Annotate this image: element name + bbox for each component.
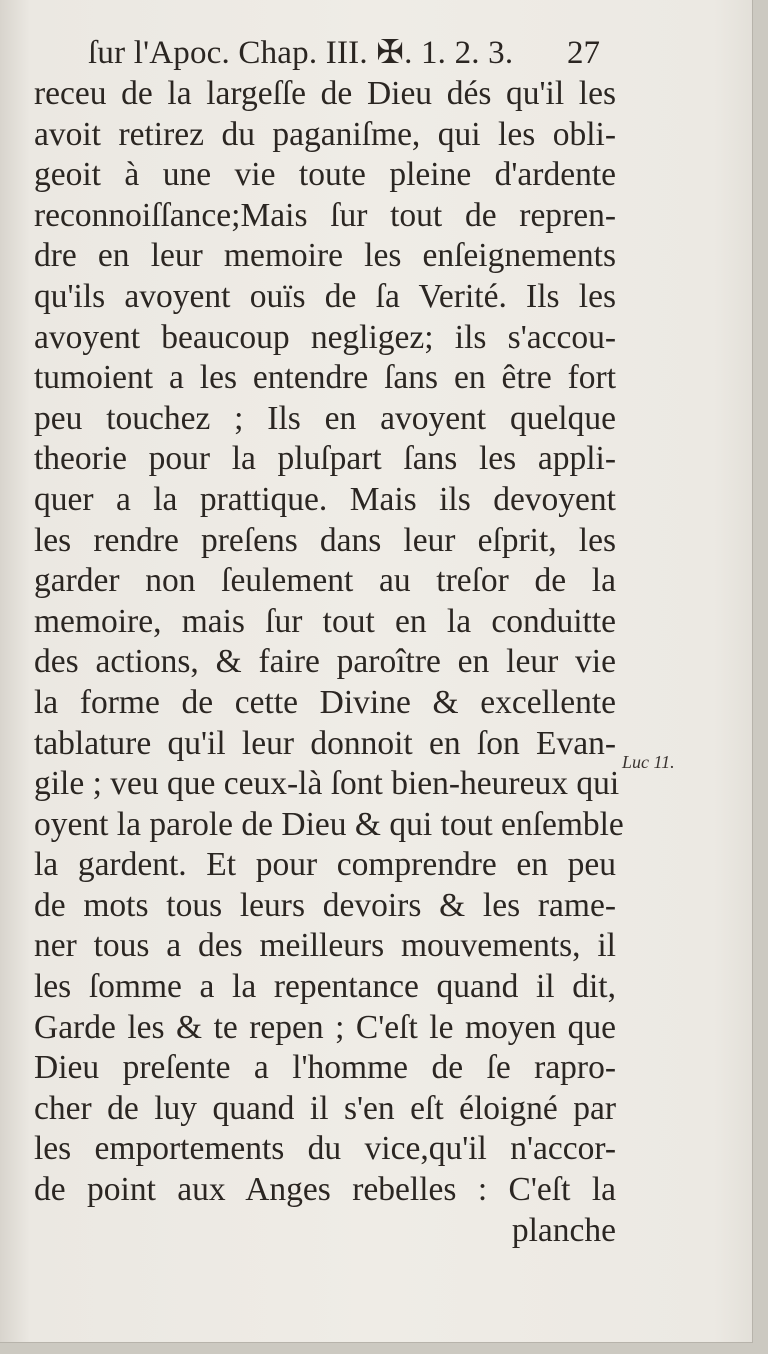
- text-line: Dieu preſente a l'homme de ſe rapro-: [34, 1049, 616, 1087]
- text-line: de point aux Anges rebelles : C'eſt la: [34, 1171, 616, 1209]
- text-line: cher de luy quand il s'en eſt éloigné par: [34, 1089, 616, 1127]
- text-line: la forme de cette Divine & excellente: [34, 683, 616, 721]
- text-line: Garde les & te repen ; C'eſt le moyen que: [34, 1008, 616, 1046]
- text-line: garder non ſeulement au treſor de la: [34, 562, 616, 600]
- margin-note: Luc 11.: [622, 752, 675, 772]
- page-number: 27: [567, 35, 600, 71]
- text-line: tablature qu'il leur donnoit en ſon Evan-: [34, 724, 616, 762]
- text-line: avoyent beaucoup negligez; ils s'accou-: [34, 318, 616, 356]
- text-line: oyent la parole de Dieu & qui tout enſemble: [34, 805, 624, 843]
- text-line: ner tous a des meilleurs mouvements, il: [34, 927, 616, 965]
- text-line: de mots tous leurs devoirs & les rame-: [34, 886, 616, 924]
- text-line: avoit retirez du paganiſme, qui les obli-: [34, 115, 616, 153]
- text-line: peu touchez ; Ils en avoyent quelque: [34, 399, 616, 437]
- text-line: geoit à une vie toute pleine d'ardente: [34, 156, 616, 194]
- text-line: qu'ils avoyent ouïs de ſa Verité. Ils les: [34, 277, 616, 315]
- body-text: [34, 74, 624, 1251]
- text-line: les rendre preſens dans leur eſprit, les: [34, 521, 616, 559]
- text-line: la gardent. Et pour comprendre en peu: [34, 846, 616, 884]
- text-line: dre en leur memoire les enſeignements: [34, 237, 616, 275]
- text-line: quer a la prattique. Mais ils devoyent: [34, 480, 616, 518]
- text-line: les emportements du vice,qu'il n'accor-: [34, 1130, 616, 1168]
- text-line: des actions, & faire paroître en leur vie: [34, 643, 616, 681]
- text-line: reconnoiſſance;Mais ſur tout de repren-: [34, 196, 616, 234]
- catchword: planche: [511, 1211, 616, 1249]
- running-head: ſur l'Apoc. Chap. III. ✠. 1. 2. 3.: [88, 35, 514, 71]
- text-line: tumoient a les entendre ſans en être fort: [34, 359, 616, 397]
- text-line: theorie pour la pluſpart ſans les appli-: [34, 440, 616, 478]
- text-line: gile ; veu que ceux-là ſont bien-heureux qui: [34, 765, 620, 803]
- text-line: memoire, mais ſur tout en la conduitte: [34, 602, 616, 640]
- text-line: les ſomme a la repentance quand il dit,: [34, 968, 616, 1006]
- text-line: receu de la largeſſe de Dieu dés qu'il les: [34, 75, 616, 112]
- page-header: [88, 30, 600, 76]
